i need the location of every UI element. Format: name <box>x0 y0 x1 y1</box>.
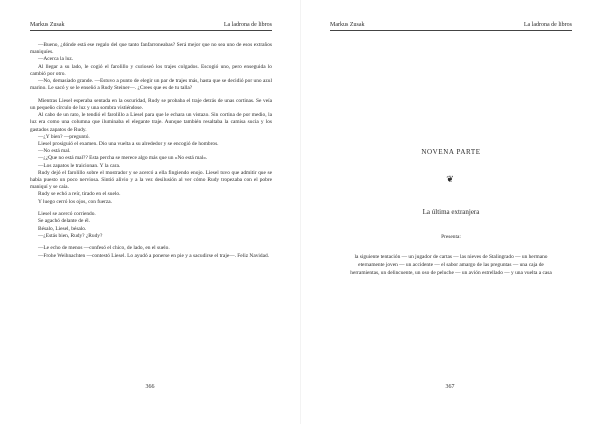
paragraph: —Frohe Weihnachten —contestó Liesel. Lo ayudó a ponerse en pie y a sacudirse el traje—. Feliz Navidad. <box>38 252 270 259</box>
header-author: Markus Zusak <box>330 22 365 28</box>
part-title: NOVENA PARTE <box>421 148 481 156</box>
paragraph: Rudy se echó a reír, tirado en el suelo. <box>38 191 121 198</box>
running-header-left <box>30 21 272 31</box>
paragraph: Y luego cerró los ojos, con fuerza. <box>38 198 113 205</box>
body-text <box>30 42 272 260</box>
paragraph: —¿¿Que no está mal?? Esta percha se merece algo más que un «No está mal». <box>38 155 208 162</box>
paragraph: —Bueno, ¿dónde está ese regalo del que tanto fanfarroneabas? Será mejor que no sea uno de esos extraños maniquíes. <box>30 42 272 56</box>
part-subtitle: La última extranjera <box>422 208 480 216</box>
paragraph: Liesel prosiguió el examen. Dio una vuelta a su alrededor y se encogió de hombros. <box>38 141 219 148</box>
paragraph: Al cabo de un rato, le tendió el farolillo a Liesel para que le echara un vistazo. Sin cortina de por medio, la luz era como una columna que iluminaba el elegante traje. Aunque también resaltaba la camisa sucia y los gastados zapatos de Rudy. <box>30 112 272 133</box>
paragraph: —No, demasiado grande. —Estuvo a punto de elegir un par de trajes más, hasta que se decidió por uno azul marino. Le sacó y se le enseñó a Rudy Steiner—. ¿Crees que es de tu talla? <box>30 78 272 92</box>
paragraph: Bésalo, Liesel, bésalo. <box>38 225 87 232</box>
paragraph: —Los zapatos le traicionan. Y la cara. <box>38 162 121 169</box>
paragraph: Liesel se acercó corriendo. <box>38 211 96 218</box>
header-book-title: La ladrona de libros <box>523 22 572 28</box>
fleuron-ornament-icon: ❦ <box>446 174 454 184</box>
paragraph: —¿Y bien? —preguntó. <box>38 133 90 140</box>
right-page <box>300 0 600 424</box>
page-number: 367 <box>445 384 455 390</box>
header-author: Markus Zusak <box>30 22 65 28</box>
paragraph: —¿Estás bien, Rudy? ¿Rudy? <box>38 232 103 239</box>
paragraph: —Acerca la luz. <box>38 56 74 63</box>
contents-list: la siguiente tentación — un jugador de cartas — las nieves de Stalingrado — un hermano eternamente joven — un accidente — el sabor amargo de las preguntas — una caja de herramientas, un delincuente, un oso de peluche — un avión estrellado — y una vuelta a casa <box>350 254 552 276</box>
running-header-right <box>330 21 572 31</box>
header-book-title: La ladrona de libros <box>223 22 272 28</box>
paragraph: —Le echo de menos —confesó el chico, de lado, en el suelo. <box>38 245 170 252</box>
page-number: 366 <box>145 384 155 390</box>
paragraph: Al llegar a su lado, le cogió el farolillo y curioseó los trajes colgados. Escogió uno, pero enseguida lo cambió por otro. <box>30 63 272 77</box>
paragraph: Rudy dejó el farolillo sobre el mostrador y se acercó a ella fingiendo enojo. Liesel tuvo que admitir que se había puesto un poco nerviosa. Sintió alivio y a la vez desilusión al ver cómo Rudy tropezaba con el pobre maniquí y se caía. <box>30 169 272 191</box>
paragraph: Mientras Liesel esperaba sentada en la oscuridad, Rudy se probaba el traje detrás de unas cortinas. Se veía un pequeño círculo de luz y una sombra vistiéndose. <box>30 97 272 112</box>
presents-label: Presenta: <box>441 234 461 240</box>
paragraph: —No está mal. <box>38 148 71 155</box>
paragraph: Se agachó delante de él. <box>38 218 90 225</box>
